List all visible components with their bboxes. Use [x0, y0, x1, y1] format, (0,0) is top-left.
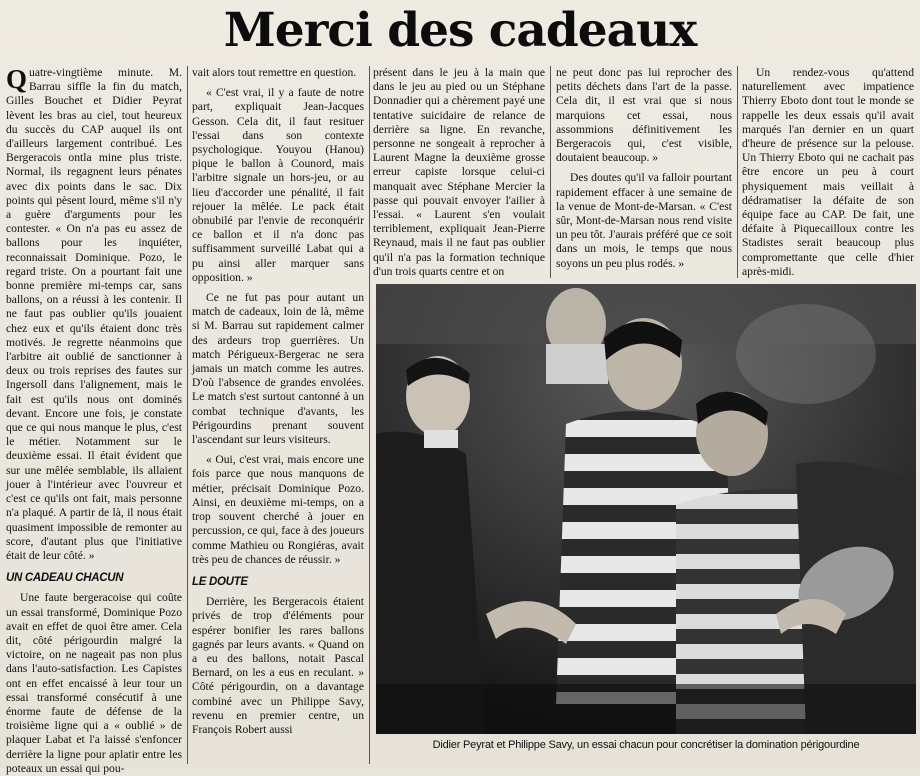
- paragraph: Derrière, les Bergeracois étaient privés de trop d'éléments pour espérer bonifier les rares ballons gagnés par leurs avants. « Quand on a eu des ballons, notait Pascal Bernard, on les a eus en reculant. » Côté périgourdin, on a davantage combiné avec un Philippe Savy, revenu en premier centre, un François Robert aussi: [192, 595, 364, 736]
- paragraph: Une faute bergeracoise qui coûte un essai transformé, Dominique Pozo avait en effet de quoi être amer. Cela dit, côté périgourdin malgré la victoire, on ne nageait pas non plus dans l'auto-satisfaction. Les Capistes ont en effet encaissé à leur tour un essai transformé consécutif à une énorme faute de défense de la troisième ligne qui a « oublié » de plaquer Labat et l'a laissé s'enfoncer derrière la ligne pour aplatir entre les poteaux un essai qui pou-: [6, 591, 182, 775]
- drop-cap: Q: [6, 64, 28, 94]
- column-rule: [187, 66, 188, 764]
- article-column-4: [556, 66, 732, 280]
- paragraph: présent dans le jeu à la main que dans le jeu au pied ou un Stéphane Donnadier qui a chèrement payé une tentative suicidaire de relance de derrière sa ligne. En revanche, personne ne songeait à reprocher à Laurent Magne la deuxième grosse erreur capiste lorsque celui-ci manquait avec Stéphane Mercier la passe qui pouvait envoyer l'ailier à l'essai. « Laurent s'en voulait terriblement, expliquait Jean-Pierre Reynaud, mais il ne faut pas oublier qu'il n'a pas la formation technique d'un trois quarts centre et on: [373, 66, 545, 278]
- headline: Merci des cadeaux: [223, 3, 697, 58]
- article-column-1: [6, 64, 182, 775]
- paragraph-text: uatre-vingtième minute. M. Barrau siffle la fin du match, Gilles Bouchet et Didier Peyrat lèvent les bras au ciel, tout heureux du succès du CAP auquel ils ont d'ailleurs largement contribué. Les Bergeracois ontla mine plus triste. Normal, ils regagnent leurs pénates avec dix points dans le sac. Dix points qui pèsent lourd, même s'il n'y a guère d'arguments pour les contester. « On n'a pas eu assez de ballons pour les inquiéter, reconnaissait Dominique. Pozo, le regard triste. On a pourtant fait une bonne première mi-temps car, sans ballons, on a réussi à les contenir. Il ne faut pas oublier qu'ils jouaient chez eux et qu'ils étaient donc très motivés. Je regrette néanmoins que l'arbitre ait oublié de sanctionner à deux ou trois reprises des fautes sur Ingersoll dans l'alignement, mais le fait est qu'ils nous ont dominés devant. Encore une fois, je constate que ce qui nous manque le plus, c'est le métier. Notamment sur le deuxième essai. Il était évident que sur une mêlée semblable, ils allaient jouer à l'intérieur avec l'ouvreur et c'est ce qu'ils ont fait, mais personne n'a plaqué. A partir de là, il nous était quasiment impossible de remonter au score, d'autant plus que l'initiative était de leur côté. »: [6, 66, 182, 562]
- article-column-5: [742, 66, 914, 280]
- column-rule: [550, 66, 551, 278]
- rugby-photo: [376, 284, 916, 734]
- article-column-3: [373, 66, 545, 280]
- paragraph: Un rendez-vous qu'attend naturellement avec impatience Thierry Eboto dont tout le monde se rappelle les deux essais qu'il avait marqués l'an dernier en un quart d'heure de présence sur la pelouse. Un Thierry Eboto qui ne cachait pas être encore un peu à court physiquement mais veillait à dédramatiser la défaite de son équipe face au CAP. De fait, une défaite à Piquecailloux contre les Stadistes serait beaucoup plus compromettante que celle d'hier après-midi.: [742, 66, 914, 278]
- subheading: UN CADEAU CHACUN: [6, 572, 124, 585]
- photo-caption: Didier Peyrat et Philippe Savy, un essai chacun pour concrétiser la domination périgourdine: [432, 739, 860, 751]
- column-rule: [737, 66, 738, 278]
- article-column-2: [192, 66, 364, 766]
- paragraph: Ce ne fut pas pour autant un match de cadeaux, loin de là, même si M. Barrau sut rapidement calmer des ardeurs trop guerrières. Un match Périgueux-Bergerac ne sera jamais un match comme les autres. D'où l'absence de grandes envolées. Le match s'est surtout cantonné à un combat technique d'avants, les Périgourdins prenant souvent l'ascendant sur leurs visiteurs.: [192, 291, 364, 447]
- paragraph: ne peut donc pas lui reprocher des petits déchets dans l'art de la passe. Cela dit, il est vrai que si nous marquions cet essai, nous assommions définitivement les Bergeracois qui, c'est visible, doutaient beaucoup. »: [556, 66, 732, 165]
- paragraph: [6, 66, 182, 563]
- subheading: LE DOUTE: [192, 575, 248, 588]
- rugby-players-image: [376, 284, 916, 734]
- paragraph: « Oui, c'est vrai, mais encore une fois parce que nous manquons de métier, précisait Dominique Pozo. Ainsi, en deuxième mi-temps, on a trop souvent cherché à jouer en percussion, ce qui, face à des joueurs comme Mathieu ou Rongiéras, avait très peu de chances de réussir. »: [192, 453, 364, 566]
- paragraph: « C'est vrai, il y a faute de notre part, expliquait Jean-Jacques Gesson. Cela dit, il faut resituer l'essai dans son contexte psychologique. Youyou (Hanou) pique le ballon à Counord, mais l'arbitre signale un hors-jeu, or au lieu d'accorder une pénalité, il fait rejouer la mêlée. Le pack était obnubilé par l'envie de reconquérir ce ballon et il n'a donc pas suffisamment surveillé Labat qui a pu ainsi aller marquer sans opposition. »: [192, 86, 364, 284]
- paragraph: vait alors tout remettre en question.: [192, 66, 357, 79]
- paragraph: Des doutes qu'il va falloir pourtant rapidement effacer à une semaine de la venue de Mont-de-Marsan. « C'est sûr, Mont-de-Marsan nous rend visite un peu tôt. J'aurais préféré que ce soit dans un mois, le temps que nous soyons un peu plus rodés. »: [556, 171, 732, 270]
- column-rule: [369, 66, 370, 764]
